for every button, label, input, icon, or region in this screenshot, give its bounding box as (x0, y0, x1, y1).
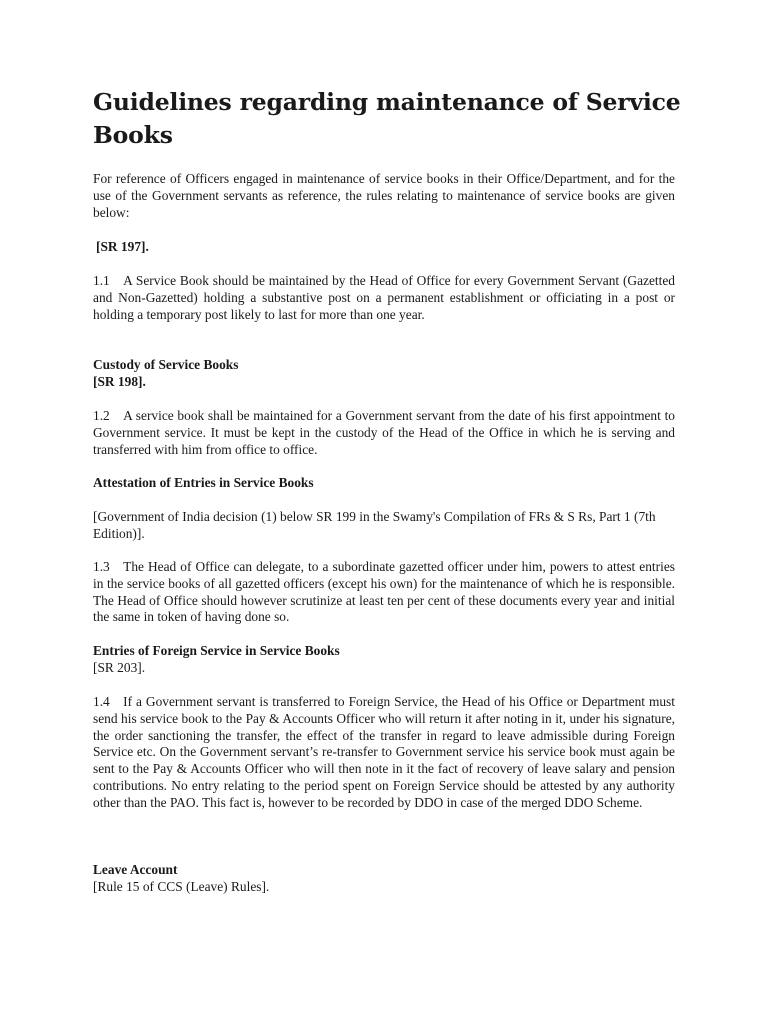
paragraph-text: The Head of Office can delegate, to a subordinate gazetted officer under him, powers to attest entries in the service books of all gazetted officers (except his own) for the maintenance of which he is responsible. The Head of Office should however scrutinize at least ten per cent of these documents every year and initial the same in token of having done so. (93, 559, 675, 625)
page-title: Guidelines regarding maintenance of Service Books (93, 88, 681, 149)
paragraph-1-4 (93, 694, 675, 812)
paragraph-text: If a Government servant is transferred to Foreign Service, the Head of his Office or Department must send his service book to the Pay & Accounts Officer who will return it after noting in it, under his signature, the order sanctioning the transfer, the effect of the transfer in regard to leave admissible during Foreign Service etc. On the Government servant’s re-transfer to Government service his service book must again be sent to the Pay & Accounts Officer who will then note in it the fact of recovery of leave salary and pension contributions. No entry relating to the period spent on Foreign Service should be attested by any authority other than the PAO. This fact is, however to be recorded by DDO in case of the merged DDO Scheme. (93, 694, 675, 810)
paragraph-number: 1.3 (93, 559, 110, 574)
leave-account-heading: Leave Account (93, 862, 178, 877)
paragraph-text: A Service Book should be maintained by the Head of Office for every Government Servant (Gazetted and Non-Gazetted) holding a substantive post on a permanent establishment or officiating in a post or holding a temporary post likely to last for more than one year. (93, 273, 675, 322)
paragraph-text: A service book shall be maintained for a Government servant from the date of his first appointment to Government service. It must be kept in the custody of the Head of the Office in which he is serving and transferred with him from office to office. (93, 408, 675, 457)
sr203-reference: [SR 203]. (93, 660, 146, 675)
sr198-reference: [SR 198]. (93, 374, 146, 389)
custody-heading: Custody of Service Books (93, 357, 239, 372)
paragraph-number: 1.2 (93, 408, 110, 423)
attestation-heading: Attestation of Entries in Service Books (93, 475, 314, 490)
leave-rules-reference: [Rule 15 of CCS (Leave) Rules]. (93, 879, 270, 894)
paragraph-number: 1.1 (93, 273, 110, 288)
sr197-reference: [SR 197]. (96, 239, 149, 254)
paragraph-1-1 (93, 273, 675, 323)
paragraph-1-3 (93, 559, 675, 626)
paragraph-number: 1.4 (93, 694, 110, 709)
intro-paragraph: For reference of Officers engaged in maintenance of service books in their Office/Department, and for the use of the Government servants as reference, the rules relating to maintenance of service books are given below: (93, 171, 675, 220)
foreign-service-heading: Entries of Foreign Service in Service Books (93, 643, 340, 658)
goi-decision-reference: [Government of India decision (1) below SR 199 in the Swamy's Compilation of FRs & S Rs, Part 1 (7th Edition)]. (93, 509, 656, 541)
paragraph-1-2 (93, 408, 675, 458)
